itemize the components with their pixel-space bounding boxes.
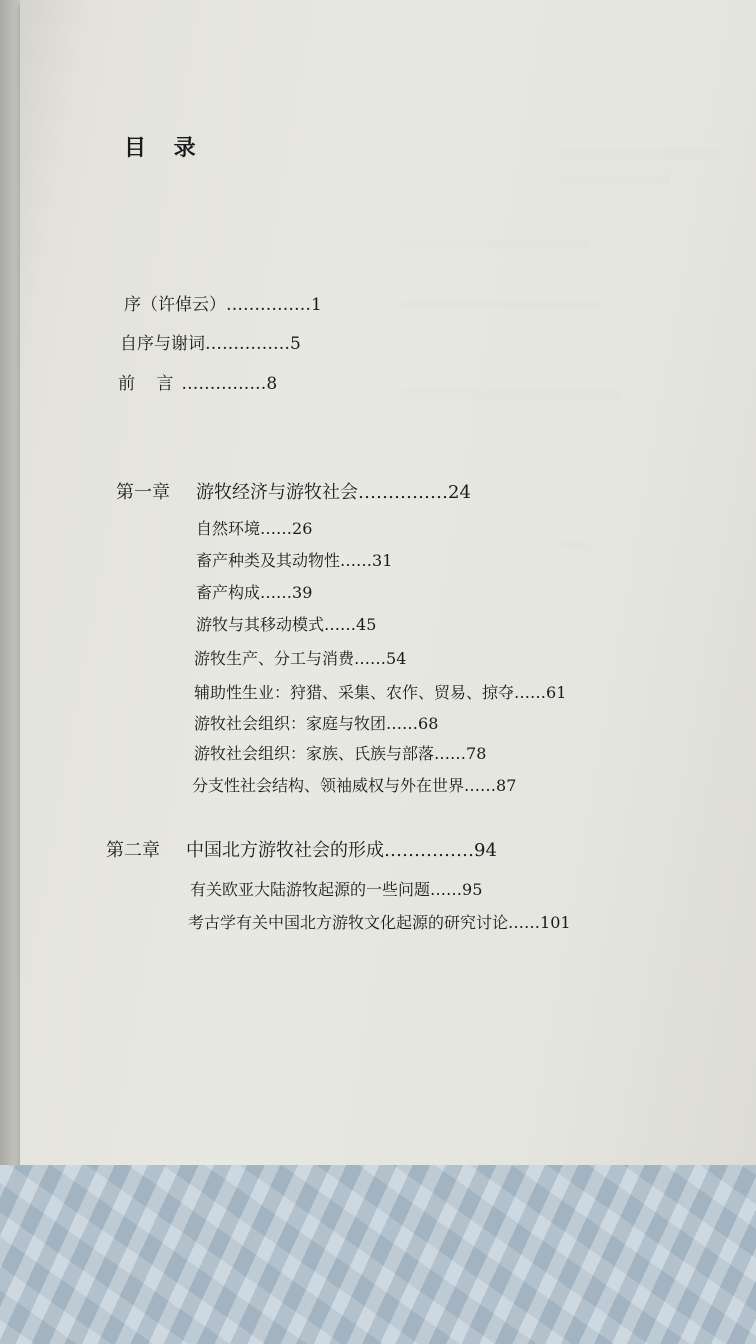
toc-entry-dots: ……: [430, 880, 463, 899]
toc-entry-label: 序（许倬云）: [124, 295, 226, 315]
toc-entry: [118, 369, 277, 394]
toc-entry-page: 87: [496, 776, 517, 795]
toc-entry-dots: ……: [260, 583, 293, 602]
toc-section: [196, 548, 392, 571]
toc-entry-page: 39: [292, 583, 313, 602]
page-edge-shadow: [0, 0, 20, 1172]
toc-entry-page: 1: [311, 295, 322, 315]
toc-entry-page: 31: [372, 551, 393, 570]
toc-entry: [120, 329, 301, 354]
bleed-through-text: [470, 540, 590, 549]
bleed-through-text: [400, 300, 600, 309]
section-label: 分支性社会结构、领袖威权与外在世界: [192, 776, 465, 795]
section-label: 辅助性生业：狩猎、采集、农作、贸易、掠夺: [194, 683, 515, 702]
bleed-through-text: [560, 150, 720, 160]
toc-entry-dots: ……………: [226, 295, 311, 315]
bleed-through-text: [400, 390, 620, 399]
chapter-heading: [106, 836, 497, 862]
toc-entry: [124, 290, 322, 315]
chapter-number: 第一章: [116, 482, 170, 503]
section-label: 游牧与其移动模式: [196, 615, 325, 634]
toc-entry-page: 8: [266, 374, 278, 394]
toc-entry-dots: ……………: [205, 334, 290, 354]
toc-title: 目 录: [124, 135, 206, 161]
toc-entry-page: 24: [448, 482, 471, 503]
section-label: 有关欧亚大陆游牧起源的一些问题: [190, 880, 431, 899]
toc-entry-page: 101: [540, 913, 571, 932]
toc-entry-dots: ……………: [384, 840, 474, 861]
toc-entry-dots: ……: [340, 551, 373, 570]
toc-entry-dots: ……: [508, 913, 541, 932]
toc-entry-page: 95: [462, 880, 483, 899]
toc-entry-page: 61: [546, 683, 567, 702]
toc-entry-page: 78: [466, 744, 487, 763]
toc-section: [192, 773, 516, 796]
section-label: 游牧生产、分工与消费: [194, 649, 355, 668]
section-label: 游牧社会组织：家族、氏族与部落: [194, 744, 435, 763]
toc-entry-page: 45: [356, 615, 377, 634]
toc-entry-page: 94: [474, 840, 497, 861]
section-label: 自然环境: [196, 519, 261, 538]
toc-entry-dots: ……: [434, 744, 467, 763]
toc-entry-label: 自序与谢词: [120, 334, 205, 354]
toc-section: [196, 516, 312, 539]
toc-section: [194, 741, 486, 764]
fabric-background: [0, 1165, 756, 1344]
toc-entry-dots: ……: [514, 683, 547, 702]
toc-entry-dots: ……: [464, 776, 497, 795]
toc-entry-dots: ……: [386, 714, 419, 733]
toc-entry-dots: ……: [354, 649, 387, 668]
toc-section: [190, 877, 482, 900]
chapter-title: 中国北方游牧社会的形成: [186, 840, 384, 861]
section-label: 畜产构成: [196, 583, 261, 602]
toc-entry-dots: ……: [324, 615, 357, 634]
toc-section: [194, 646, 406, 669]
toc-entry-page: 26: [292, 519, 313, 538]
toc-section: [196, 580, 312, 603]
chapter-title: 游牧经济与游牧社会: [196, 482, 358, 503]
section-label: 考古学有关中国北方游牧文化起源的研究讨论: [188, 913, 509, 932]
toc-entry-dots: ……………: [181, 374, 267, 394]
chapter-number: 第二章: [106, 840, 160, 861]
section-label: 游牧社会组织：家庭与牧团: [194, 714, 387, 733]
toc-section: [194, 680, 566, 703]
section-label: 畜产种类及其动物性: [196, 551, 341, 570]
toc-entry-dots: ……: [260, 519, 293, 538]
toc-section: [188, 910, 571, 933]
toc-entry-page: 68: [418, 714, 439, 733]
toc-entry-page: 54: [386, 649, 407, 668]
toc-entry-label: 前 言: [118, 374, 182, 394]
bleed-through-text: [400, 240, 590, 249]
toc-section: [196, 612, 376, 635]
toc-section: [194, 711, 438, 734]
bleed-through-text: [560, 175, 670, 184]
toc-entry-dots: ……………: [358, 482, 448, 503]
chapter-heading: [116, 478, 471, 504]
toc-entry-page: 5: [290, 334, 301, 354]
